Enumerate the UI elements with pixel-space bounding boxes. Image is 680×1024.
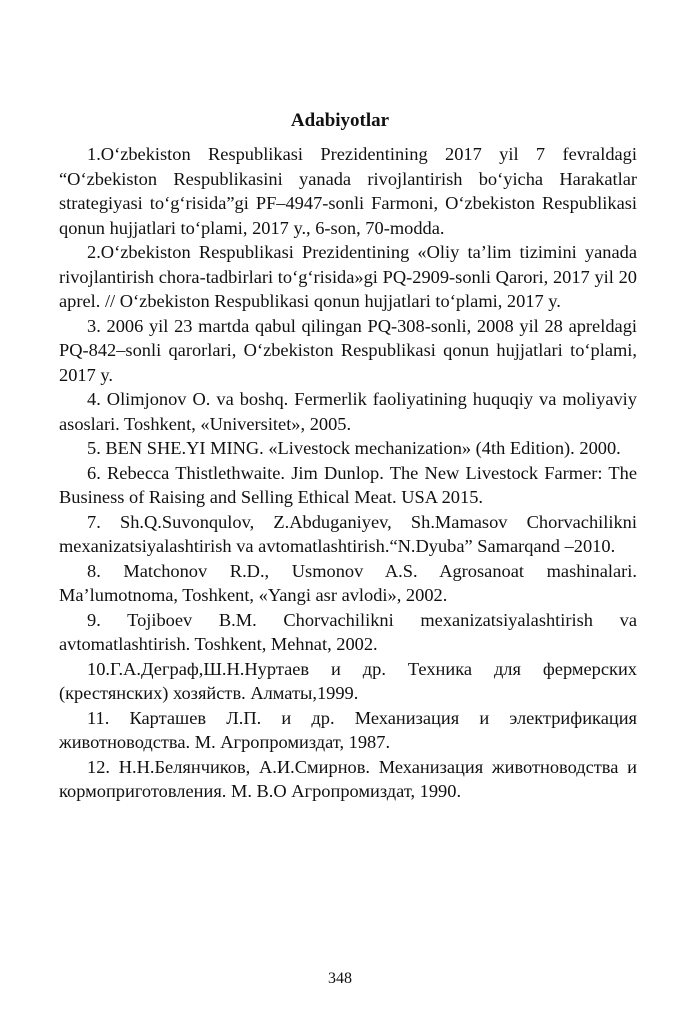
reference-item: 9. Tojiboev B.M. Chorvachilikni mexanizatsiyalashtirish va avtomatlashtirish. Toshkent, Mehnat, 2002. xyxy=(59,609,637,654)
reference-item: 10.Г.А.Деграф,Ш.Н.Нуртаев и др. Техника для фермерских (крестянских) хозяйств. Алматы,1999. xyxy=(59,658,637,703)
reference-item: 2.O‘zbekiston Respublikasi Prezidentining «Oliy ta’lim tizimini yanada rivojlantirish chora-tadbirlari to‘g‘risida»gi PQ-2909-sonli Qarori, 2017 yil 20 aprel. // O‘zbekiston Respublikasi qonun hujjatlari to‘plami, 2017 y. xyxy=(59,242,637,311)
reference-item: 11. Карташев Л.П. и др. Механизация и электрификация животноводства. М. Агропромиздат, 1987. xyxy=(59,707,637,752)
reference-item: 12. Н.Н.Белянчиков, А.И.Смирнов. Механизация животноводства и кормоприготовления. М. В.О Агропромиздат, 1990. xyxy=(59,756,637,801)
reference-item: 4. Olimjonov O. va boshq. Fermerlik faoliyatining huquqiy va moliyaviy asoslari. Toshkent, «Universitet», 2005. xyxy=(59,389,637,434)
reference-item: 8. Matchonov R.D., Usmonov A.S. Agrosanoat mashinalari. Ma’lumotnoma, Toshkent, «Yangi asr avlodi», 2002. xyxy=(59,560,637,605)
reference-item: 7. Sh.Q.Suvonqulov, Z.Abduganiyev, Sh.Mamasov Chorvachilikni mexanizatsiyalashtirish va avtomatlashtirish.“N.Dyuba” Samarqand –2010. xyxy=(59,511,637,556)
page-number: 348 xyxy=(328,970,352,987)
reference-list xyxy=(59,142,637,804)
reference-item: 6. Rebecca Thistlethwaite. Jim Dunlop. The New Livestock Farmer: The Business of Raising and Selling Ethical Meat. USA 2015. xyxy=(59,462,637,507)
reference-item: 3. 2006 yil 23 martda qabul qilingan PQ-308-sonli, 2008 yil 28 apreldagi PQ-842–sonli qarorlari, O‘zbekiston Respublikasi qonun hujjatlari to‘plami, 2017 y. xyxy=(59,315,637,385)
reference-item: 5. BEN SHE.YI MING. «Livestock mechanization» (4th Edition). 2000. xyxy=(87,438,621,458)
page-title: Adabiyotlar xyxy=(290,110,390,131)
reference-item: 1.O‘zbekiston Respublikasi Prezidentining 2017 yil 7 fevraldagi “O‘zbekiston Respublikasini yanada rivojlantirish bo‘yicha Harakatlar strategiyasi to‘g‘risida”gi PF–4947-sonli Farmoni, O‘zbekiston Respublikasi qonun hujjatlari to‘plami, 2017 y., 6-son, 70-modda. xyxy=(59,144,637,238)
